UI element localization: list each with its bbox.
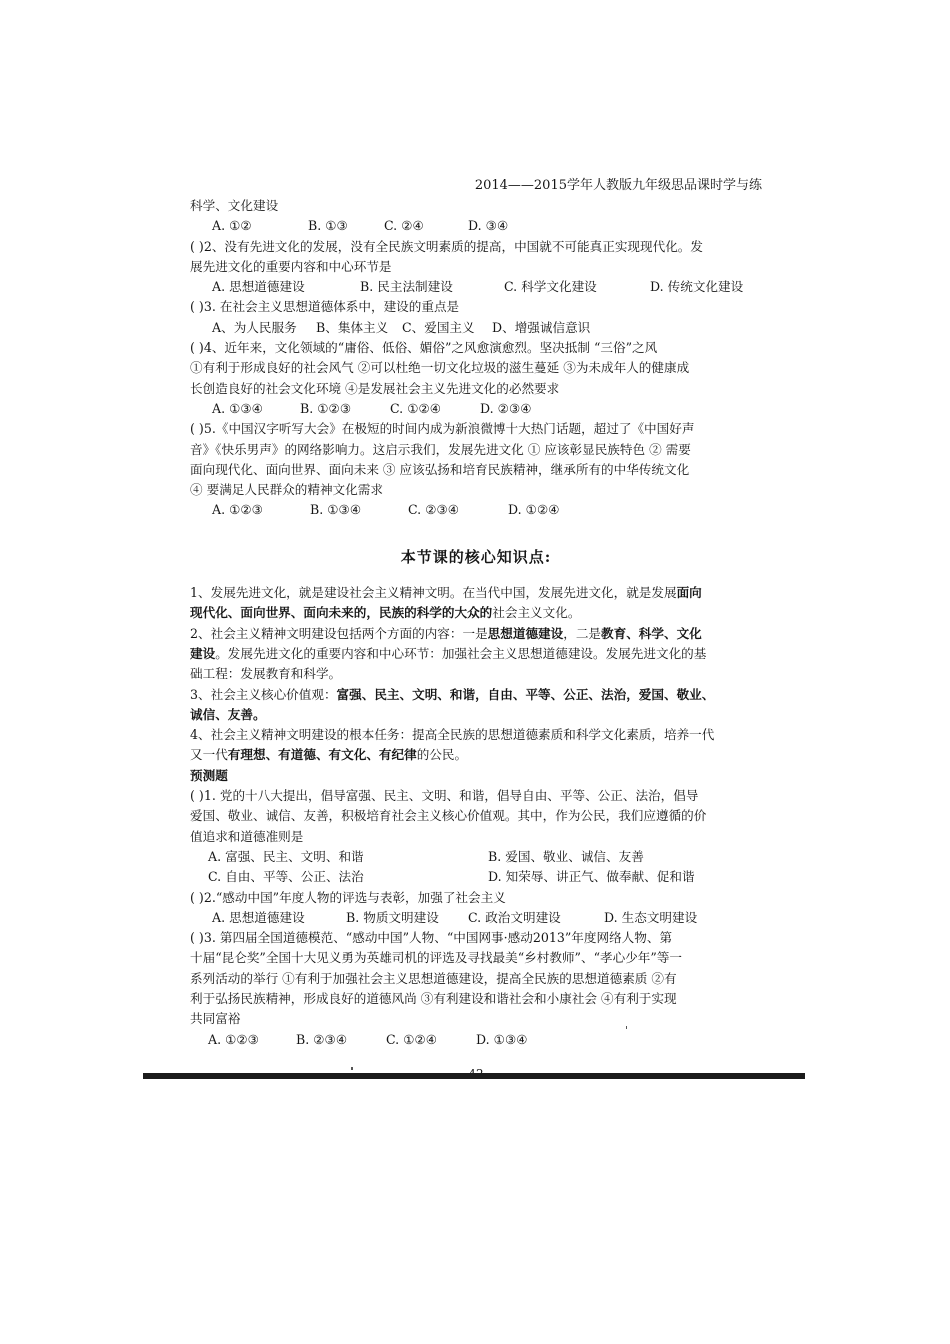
q3-options (190, 318, 762, 338)
predict-title: 预测题 (190, 767, 228, 783)
continuation-text: 科学、文化建设 (190, 198, 279, 213)
question-text: 音》《快乐男声》的网络影响力。这启示我们，发展先进文化 ① 应该彰显民族特色 ② 需要 (190, 441, 691, 457)
option: D. 生态文明建设 (604, 909, 698, 925)
p2-options (190, 908, 762, 928)
question-text: ①有利于形成良好的社会风气 ②可以杜绝一切文化垃圾的滋生蔓延 ③为未成年人的健康成 (190, 360, 690, 376)
knowledge-text: 2、社会主义精神文明建设包括两个方面的内容：一是 (190, 625, 488, 641)
question-text: 系列活动的举行 ①有利于加强社会主义思想道德建设，提高全民族的思想道德素质 ②有 (190, 970, 677, 986)
knowledge-text: 。发展先进文化的重要内容和中心环节：加强社会主义思想道德建设。发展先进文化的基 (215, 645, 707, 661)
knowledge-text: ，二是 (563, 625, 602, 641)
section-title: 本节课的核心知识点: (400, 547, 552, 566)
scan-speck (351, 1067, 353, 1070)
question-text: ( )2、没有先进文化的发展，没有全民族文明素质的提高，中国就不可能真正实现现代化。发 (190, 238, 703, 254)
knowledge-text: 又一代 (190, 747, 228, 763)
option: A. ①②③ (212, 502, 263, 518)
option: A. 富强、民主、文明、和谐 (208, 848, 364, 864)
question-text: 长创造良好的社会文化环境 ④是发展社会主义先进文化的必然要求 (190, 380, 560, 396)
question-text: ( )1. 党的十八大提出，倡导富强、民主、文明、和谐，倡导自由、平等、公正、法治，倡导 (190, 788, 699, 804)
knowledge-point (190, 685, 762, 705)
knowledge-bold: 富强、民主、文明、和谐，自由、平等、公正、法治，爱国、敬业、 (336, 686, 715, 702)
option: B. ①②③ (300, 400, 352, 416)
knowledge-bold: 面向 (676, 585, 702, 601)
option: C. ①②④ (390, 400, 442, 416)
knowledge-point: 础工程：发展教育和科学。 (190, 666, 342, 682)
q4-options (190, 399, 762, 419)
option: A. 思想道德建设 (212, 279, 305, 295)
option: C. 政治文明建设 (468, 909, 561, 925)
option: B. 物质文明建设 (346, 909, 439, 925)
option: D. 传统文化建设 (650, 279, 744, 295)
knowledge-text: 社会主义文化。 (492, 605, 581, 621)
option: A. ①②③ (208, 1031, 259, 1047)
scan-edge-bar (143, 1073, 805, 1079)
option: C. 自由、平等、公正、法治 (208, 869, 364, 885)
question-text: ( )4、近年来，文化领域的“庸俗、低俗、媚俗”之风愈演愈烈。坚决抵制 “三俗”之风 (190, 340, 658, 356)
option: C. ①②④ (386, 1031, 438, 1047)
option: D. ①②④ (508, 502, 560, 518)
option: A. 思想道德建设 (212, 909, 305, 925)
knowledge-point (190, 603, 762, 623)
scan-speck (626, 1026, 627, 1029)
question-text: 展先进文化的重要内容和中心环节是 (190, 258, 392, 274)
knowledge-point (190, 705, 762, 725)
q5-options (190, 500, 762, 520)
option: B. 民主法制建设 (360, 279, 453, 295)
option: B. 爱国、敬业、诚信、友善 (488, 848, 644, 864)
question-text: 共同富裕 (190, 1011, 241, 1027)
question-text: 爱国、敬业、诚信、友善，积极培育社会主义核心价值观。其中，作为公民，我们应遵循的价 (190, 808, 707, 824)
document-page (190, 176, 762, 1084)
knowledge-point (190, 624, 762, 644)
option: B. ①③ (308, 218, 348, 234)
option: C. ②③④ (408, 502, 460, 518)
option: C. 科学文化建设 (504, 279, 597, 295)
knowledge-text: 3、社会主义核心价值观： (190, 686, 337, 702)
question-text: 十届“昆仑奖”全国十大见义勇为英雄司机的评选及寻找最美“乡村教师”、“孝心少年”等一 (190, 950, 683, 966)
knowledge-bold: 诚信、友善。 (190, 706, 266, 722)
question-text: ( )5.《中国汉字听写大会》在极短的时间内成为新浪微博十大热门话题，超过了《中国好声 (190, 421, 695, 437)
question-text: ④ 要满足人民群众的精神文化需求 (190, 482, 383, 498)
question-text: ( )2.“感动中国”年度人物的评选与表彰，加强了社会主义 (190, 889, 506, 905)
option: C、爱国主义 (402, 319, 475, 335)
knowledge-text: 1、发展先进文化，就是建设社会主义精神文明。在当代中国，发展先进文化，就是发展 (190, 585, 677, 601)
knowledge-point (190, 745, 762, 765)
option: D. ①③④ (476, 1031, 528, 1047)
option: D. 知荣辱、讲正气、做奉献、促和谐 (488, 869, 695, 885)
question-text: 面向现代化、面向世界、面向未来 ③ 应该弘扬和培育民族精神，继承所有的中华传统文化 (190, 461, 690, 477)
question-text: 值追求和道德准则是 (190, 828, 304, 844)
question-text: ( )3. 第四届全国道德模范、“感动中国”人物、“中国网事·感动2013”年度网络人物、第 (190, 930, 673, 946)
knowledge-bold: 思想道德建设 (487, 625, 564, 641)
option: A. ①③④ (212, 400, 263, 416)
knowledge-bold: 教育、科学、文化 (601, 625, 702, 641)
option: D、增强诚信意识 (492, 319, 591, 335)
option: B. ①③④ (310, 502, 362, 518)
page-header: 2014——2015学年人教版九年级思品课时学与练 (474, 178, 762, 193)
knowledge-bold: 建设 (190, 645, 216, 661)
knowledge-point (190, 644, 762, 664)
knowledge-point: 4、社会主义精神文明建设的根本任务：提高全民族的思想道德素质和科学文化素质，培养一代 (190, 727, 715, 743)
question-text: 利于弘扬民族精神，形成良好的道德风尚 ③有利建设和谐社会和小康社会 ④有利于实现 (190, 990, 677, 1006)
p3-options (190, 1030, 762, 1050)
p1-options (190, 847, 762, 888)
q2-options (190, 277, 762, 297)
option: D. ②③④ (480, 400, 532, 416)
option: C. ②④ (384, 218, 424, 234)
option: B、集体主义 (316, 319, 389, 335)
knowledge-point (190, 583, 762, 603)
knowledge-bold: 现代化、面向世界、面向未来的，民族的科学的大众的 (190, 605, 493, 621)
question-text: ( )3. 在社会主义思想道德体系中，建设的重点是 (190, 299, 460, 315)
q1-options (190, 216, 762, 236)
option: B. ②③④ (296, 1031, 348, 1047)
option: A、为人民服务 (212, 319, 297, 335)
option: A. ①② (212, 218, 252, 234)
knowledge-bold: 有理想、有道德、有文化、有纪律 (227, 747, 417, 763)
option: D. ③④ (468, 218, 509, 234)
knowledge-text: 的公民。 (416, 747, 468, 763)
